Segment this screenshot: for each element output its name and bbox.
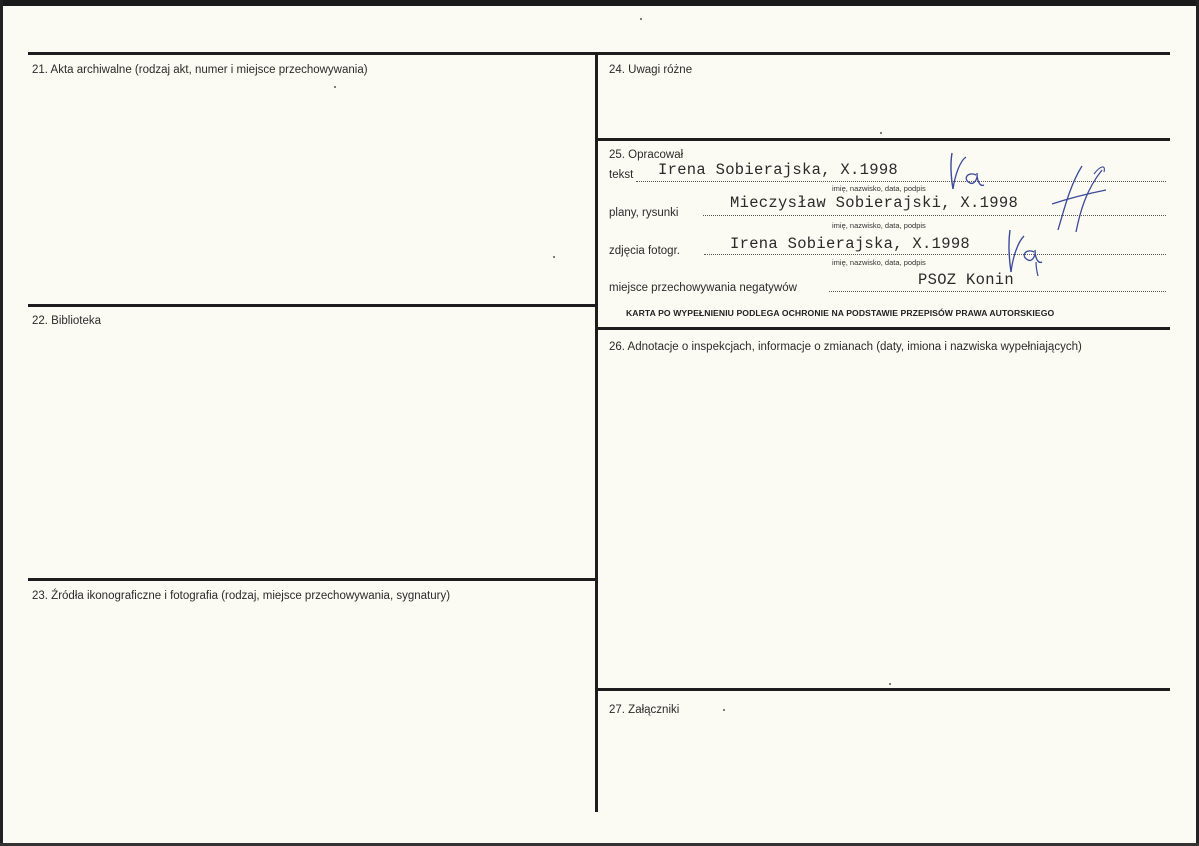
signature-icon bbox=[1000, 224, 1050, 276]
plany-label: plany, rysunki bbox=[609, 207, 679, 219]
zdjecia-dotted-line bbox=[704, 254, 1166, 255]
zdjecia-caption: imię, nazwisko, data, podpis bbox=[832, 258, 926, 267]
negatywy-value: PSOZ Konin bbox=[918, 271, 1015, 289]
rule-top bbox=[28, 52, 1170, 55]
rule-center-divider bbox=[595, 52, 598, 812]
negatywy-dotted-line bbox=[829, 291, 1166, 292]
rule-right-1 bbox=[595, 138, 1170, 141]
section-22-label: 22. Biblioteka bbox=[32, 315, 102, 327]
section-25-label: 25. Opracował bbox=[609, 149, 684, 161]
rule-right-3 bbox=[595, 688, 1170, 691]
scan-speck bbox=[640, 18, 642, 20]
zdjecia-label: zdjęcia fotogr. bbox=[609, 245, 680, 257]
rule-left-1 bbox=[28, 304, 598, 307]
scan-speck bbox=[889, 683, 891, 685]
signature-icon bbox=[1050, 160, 1110, 235]
tekst-value: Irena Sobierajska, X.1998 bbox=[658, 161, 899, 179]
scan-speck bbox=[553, 256, 555, 258]
negatywy-label: miejsce przechowywania negatywów bbox=[609, 282, 797, 294]
signature-icon bbox=[944, 145, 994, 195]
section-21-label: 21. Akta archiwalne (rodzaj akt, numer i miejsce przechowywania) bbox=[32, 64, 368, 76]
section-24-label: 24. Uwagi różne bbox=[609, 64, 693, 76]
plany-value: Mieczysław Sobierajski, X.1998 bbox=[730, 194, 1019, 212]
section-23-label: 23. Źródła ikonograficzne i fotografia (rodzaj, miejsce przechowywania, sygnatury) bbox=[32, 590, 451, 602]
scan-speck bbox=[723, 709, 725, 711]
section-26-label: 26. Adnotacje o inspekcjach, informacje o zmianach (daty, imiona i nazwiska wypełniających) bbox=[609, 341, 1082, 353]
scan-speck bbox=[880, 132, 882, 134]
scan-speck bbox=[334, 86, 336, 88]
tekst-caption: imię, nazwisko, data, podpis bbox=[832, 184, 926, 193]
tekst-label: tekst bbox=[609, 169, 634, 181]
section-27-label: 27. Załączniki bbox=[609, 704, 680, 716]
rule-left-2 bbox=[28, 578, 598, 581]
copyright-warning: KARTA PO WYPEŁNIENIU PODLEGA OCHRONIE NA PODSTAWIE PRZEPISÓW PRAWA AUTORSKIEGO bbox=[626, 308, 1055, 318]
scan-edge-top bbox=[0, 0, 1199, 6]
scan-edge-left bbox=[0, 0, 3, 846]
plany-caption: imię, nazwisko, data, podpis bbox=[832, 221, 926, 230]
rule-right-2 bbox=[595, 327, 1170, 330]
zdjecia-value: Irena Sobierajska, X.1998 bbox=[730, 235, 971, 253]
